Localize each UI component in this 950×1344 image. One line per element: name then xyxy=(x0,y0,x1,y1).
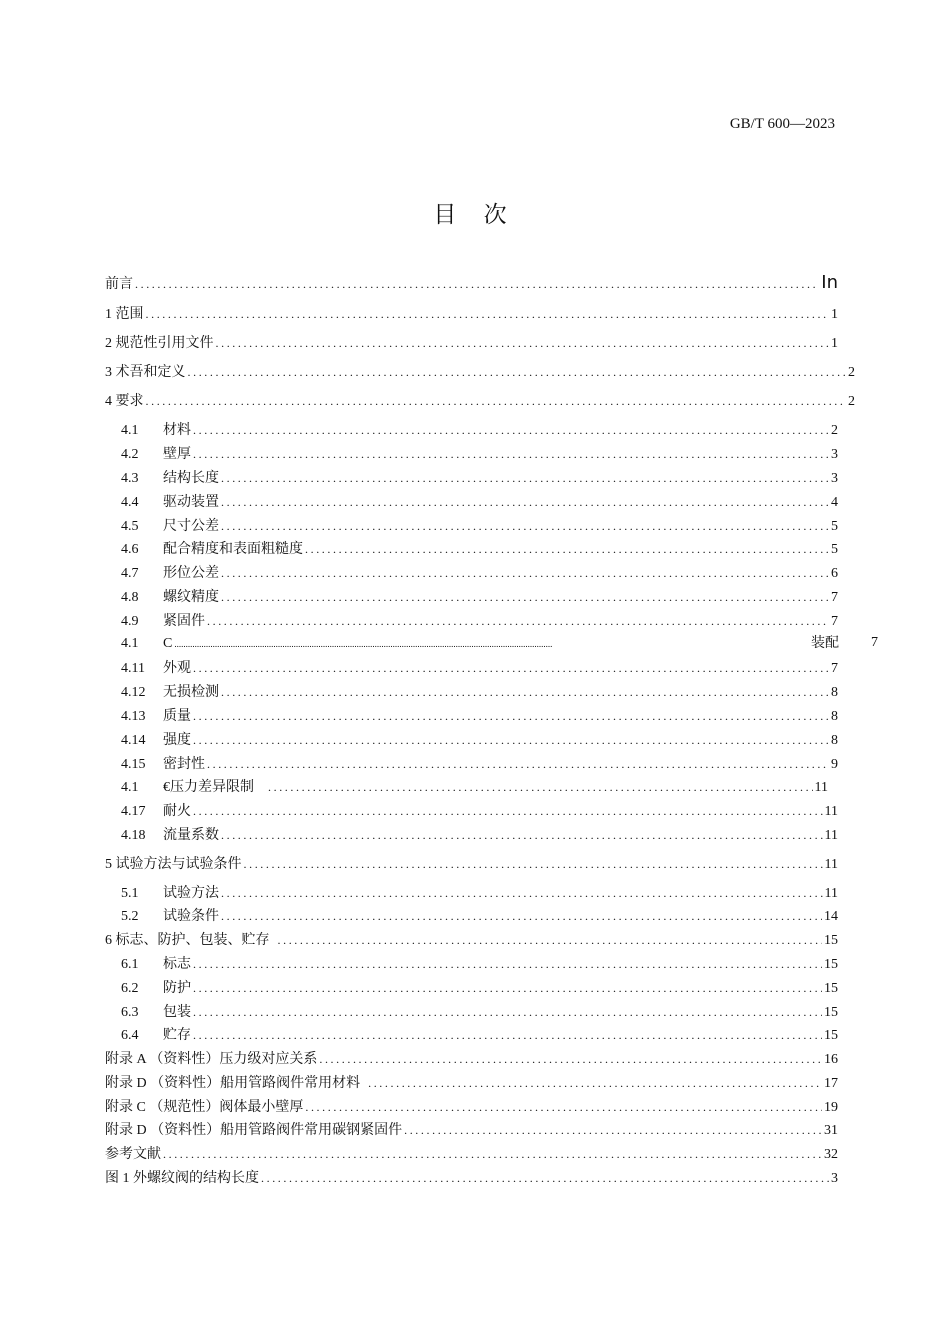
toc-entry[interactable] xyxy=(121,955,838,974)
toc-entry[interactable] xyxy=(105,1145,838,1164)
toc-entry[interactable] xyxy=(121,826,838,845)
toc-entry-label: 螺纹精度 xyxy=(163,590,219,605)
toc-entry[interactable] xyxy=(121,707,838,726)
toc-entry-label: 标志 xyxy=(163,957,191,972)
toc-entry-page: 11 xyxy=(824,828,838,843)
toc-entry-number: 6.3 xyxy=(121,1005,139,1020)
toc-leader-dots xyxy=(221,884,823,902)
toc-leader-dots xyxy=(135,275,819,293)
toc-entry[interactable] xyxy=(105,392,855,411)
toc-entry-page: 16 xyxy=(824,1052,838,1067)
toc-entry-label: 结构长度 xyxy=(163,471,219,486)
toc-leader-dots xyxy=(193,1003,822,1021)
toc-leader-dots xyxy=(221,564,829,582)
toc-entry-label: 紧固件 xyxy=(163,614,205,629)
toc-entry-number: 6.4 xyxy=(121,1028,139,1043)
toc-entry-number: 4.1 xyxy=(121,423,139,438)
toc-entry-label: 附录 A （资料性）压力级对应关系 xyxy=(105,1052,318,1067)
toc-leader-dots xyxy=(193,1026,822,1044)
toc-entry-label: 材料 xyxy=(163,423,191,438)
toc-entry-label: C xyxy=(163,636,173,651)
toc-entry-number: 4.9 xyxy=(121,614,139,629)
toc-entry-page: 3 xyxy=(831,1171,838,1186)
toc-entry[interactable] xyxy=(121,1026,838,1045)
toc-entry-number: 6.1 xyxy=(121,957,139,972)
toc-entry-page: 14 xyxy=(824,909,838,924)
toc-entry[interactable] xyxy=(121,979,838,998)
toc-entry[interactable] xyxy=(105,1074,838,1093)
toc-entry-page: 32 xyxy=(824,1147,838,1162)
toc-leader-dots xyxy=(221,517,829,535)
toc-leader-dots xyxy=(193,445,829,463)
toc-entry-number: 4.7 xyxy=(121,566,139,581)
toc-entry-page: 2 xyxy=(848,365,855,380)
toc-entry[interactable] xyxy=(105,855,838,874)
toc-leader-dots xyxy=(319,1050,822,1068)
toc-entry-page: 11 xyxy=(824,857,838,872)
toc-entry-label: 贮存 xyxy=(163,1028,191,1043)
toc-entry-page: 7 xyxy=(831,661,838,676)
toc-leader-dots xyxy=(278,931,823,949)
toc-leader-dots xyxy=(404,1121,822,1139)
toc-entry-number: 4.1 xyxy=(121,636,139,651)
toc-leader-dots xyxy=(193,731,829,749)
toc-entry-number: 4.15 xyxy=(121,757,146,772)
toc-leader-dots xyxy=(221,826,823,844)
toc-entry-page: 3 xyxy=(831,471,838,486)
toc-leader-dots xyxy=(193,979,822,997)
toc-entry-number: 4.4 xyxy=(121,495,139,510)
toc-leader-dots xyxy=(207,755,829,773)
toc-leader-dots xyxy=(207,612,829,630)
toc-leader-dots xyxy=(163,1145,822,1163)
toc-leader-dots xyxy=(193,659,829,677)
toc-entry-page: 11 xyxy=(814,780,828,795)
toc-entry-number: 4.11 xyxy=(121,661,145,676)
toc-entry-page: 5 xyxy=(831,542,838,557)
toc-entry-label: 质量 xyxy=(163,709,191,724)
toc-entry-page: 17 xyxy=(824,1076,838,1091)
toc-entry-page: 1 xyxy=(831,336,838,351)
toc-entry[interactable] xyxy=(105,305,838,324)
toc-entry-number: 5.2 xyxy=(121,909,139,924)
toc-entry-page: 31 xyxy=(824,1123,838,1138)
toc-entry-page: 15 xyxy=(824,1028,838,1043)
toc-entry-label: 防护 xyxy=(163,981,191,996)
toc-leader-dots xyxy=(221,683,829,701)
toc-entry-page: 7 xyxy=(831,614,838,629)
toc-entry[interactable] xyxy=(105,931,838,950)
toc-entry-label: 图 1 外螺纹阀的结构长度 xyxy=(105,1171,259,1186)
toc-entry-page: 2 xyxy=(831,423,838,438)
toc-entry[interactable] xyxy=(121,469,838,488)
toc-leader-dots xyxy=(216,334,830,352)
toc-entry[interactable] xyxy=(121,907,838,926)
toc-entry-label: 壁厚 xyxy=(163,447,191,462)
toc-entry-label: 试验条件 xyxy=(163,909,219,924)
toc-leader-dots xyxy=(368,1074,822,1092)
toc-entry[interactable] xyxy=(121,493,838,512)
toc-entry-label: 附录 C （规范性）阀体最小壁厚 xyxy=(105,1100,304,1115)
toc-leader-dots xyxy=(305,540,829,558)
toc-entry-number: 4.8 xyxy=(121,590,139,605)
toc-entry-page: 15 xyxy=(824,1005,838,1020)
toc-leader-dots xyxy=(193,955,822,973)
toc-entry-number: 6.2 xyxy=(121,981,139,996)
toc-entry[interactable] xyxy=(105,274,838,294)
toc-entry-label: 1 范围 xyxy=(105,307,144,322)
toc-leader-dots xyxy=(146,305,830,323)
toc-entry-label: 配合精度和表面粗糙度 xyxy=(163,542,303,557)
toc-leader-dots xyxy=(193,707,829,725)
toc-entry-label: 密封性 xyxy=(163,757,205,772)
toc-entry[interactable] xyxy=(105,1169,838,1188)
toc-leader-dots xyxy=(193,421,829,439)
toc-entry-label: 驱动装置 xyxy=(163,495,219,510)
toc-entry-label: 5 试验方法与试验条件 xyxy=(105,857,242,872)
toc-entry-number: 4.2 xyxy=(121,447,139,462)
toc-entry-label: 试验方法 xyxy=(163,886,219,901)
toc-entry[interactable] xyxy=(121,683,838,702)
toc-entry-page: 8 xyxy=(831,709,838,724)
toc-entry[interactable] xyxy=(121,1003,838,1022)
toc-entry-page: 11 xyxy=(824,804,838,819)
toc-entry[interactable] xyxy=(121,884,838,903)
toc-leader-dots xyxy=(188,363,847,381)
toc-entry[interactable] xyxy=(121,588,838,607)
toc-leader-dots xyxy=(268,778,813,796)
toc-entry-label: 附录 D （资料性）船用管路阀件常用碳钢紧固件 xyxy=(105,1123,403,1138)
toc-entry-page: 15 xyxy=(824,981,838,996)
toc-entry-page: In xyxy=(821,272,838,293)
toc-entry-number: 4.17 xyxy=(121,804,146,819)
toc-entry-page: 8 xyxy=(831,733,838,748)
toc-entry-label: 强度 xyxy=(163,733,191,748)
toc-entry-page: 1 xyxy=(831,307,838,322)
toc-entry[interactable] xyxy=(121,517,838,536)
toc-entry-label: 外观 xyxy=(163,661,191,676)
toc-entry-label: 包装 xyxy=(163,1005,191,1020)
toc-entry[interactable] xyxy=(121,612,838,631)
toc-entry-label: 形位公差 xyxy=(163,566,219,581)
page-title: 目 次 xyxy=(433,202,517,228)
toc-entry-page: 8 xyxy=(831,685,838,700)
toc-entry-page: 装配 xyxy=(811,636,839,651)
toc-entry-page: 7 xyxy=(831,590,838,605)
toc-entry[interactable] xyxy=(121,659,838,678)
toc-entry-number: 4.13 xyxy=(121,709,146,724)
toc-entry[interactable] xyxy=(121,421,838,440)
toc-entry-number: 4.18 xyxy=(121,828,146,843)
toc-entry-page: 5 xyxy=(831,519,838,534)
toc-leader-dots xyxy=(146,392,847,410)
toc-entry-label: 尺寸公差 xyxy=(163,519,219,534)
toc-entry[interactable] xyxy=(121,755,838,774)
toc-entry-label: 3 术吾和定义 xyxy=(105,365,186,380)
toc-entry-page: 15 xyxy=(824,957,838,972)
toc-entry-number: 4.14 xyxy=(121,733,146,748)
toc-leader-dots xyxy=(193,802,823,820)
toc-entry[interactable] xyxy=(105,363,855,382)
toc-entry[interactable] xyxy=(105,1121,838,1140)
toc-entry-page: 11 xyxy=(824,886,838,901)
toc-entry-number: 4.5 xyxy=(121,519,139,534)
toc-entry-label: 无损检测 xyxy=(163,685,219,700)
toc-entry[interactable] xyxy=(121,635,839,653)
toc-entry-label: 附录 D （资料性）船用管路阀件常用材料 xyxy=(105,1076,361,1091)
toc-entry-label: 流量系数 xyxy=(163,828,219,843)
toc-entry-page: 6 xyxy=(831,566,838,581)
toc-entry-page-extra: 7 xyxy=(871,635,878,650)
toc-entry-label: 2 规范性引用文件 xyxy=(105,336,214,351)
toc-entry-page: 15 xyxy=(824,933,838,948)
toc-entry-label: €压力差异限制 xyxy=(163,780,254,795)
toc-entry-page: 3 xyxy=(831,447,838,462)
toc-leader-dots xyxy=(305,1098,822,1116)
toc-leader-dots xyxy=(221,907,822,925)
toc-entry-label: 前言 xyxy=(105,277,133,292)
toc-entry[interactable] xyxy=(121,802,838,821)
toc-leader-dots xyxy=(221,469,829,487)
toc-entry[interactable] xyxy=(121,564,838,583)
toc-entry-page: 4 xyxy=(831,495,838,510)
toc-entry-page: 2 xyxy=(848,394,855,409)
toc-entry-label: 参考文献 xyxy=(105,1147,161,1162)
toc-leader-dots xyxy=(221,493,829,511)
document-code: GB/T 600—2023 xyxy=(729,116,835,132)
toc-entry-number: 4.3 xyxy=(121,471,139,486)
toc-entry-number: 4.12 xyxy=(121,685,146,700)
toc-entry-number: 4.1 xyxy=(121,780,139,795)
toc-entry[interactable] xyxy=(105,1098,838,1117)
toc-entry-label: 耐火 xyxy=(163,804,191,819)
toc-entry[interactable] xyxy=(121,540,838,559)
toc-entry[interactable] xyxy=(121,731,838,750)
toc-entry[interactable] xyxy=(121,445,838,464)
toc-entry[interactable] xyxy=(105,334,838,353)
toc-entry-page: 19 xyxy=(824,1100,838,1115)
toc-entry-number: 4.6 xyxy=(121,542,139,557)
toc-entry[interactable] xyxy=(105,1050,838,1069)
toc-leader-dots xyxy=(244,855,823,873)
toc-leader-dots xyxy=(174,635,809,653)
toc-entry[interactable] xyxy=(121,778,828,797)
toc-entry-label: 6 标志、防护、包装、贮存 xyxy=(105,933,270,948)
toc-entry-page: 9 xyxy=(831,757,838,772)
toc-entry-label: 4 要求 xyxy=(105,394,144,409)
toc-entry-number: 5.1 xyxy=(121,886,139,901)
toc-leader-dots xyxy=(221,588,829,606)
toc-leader-dots xyxy=(261,1169,829,1187)
